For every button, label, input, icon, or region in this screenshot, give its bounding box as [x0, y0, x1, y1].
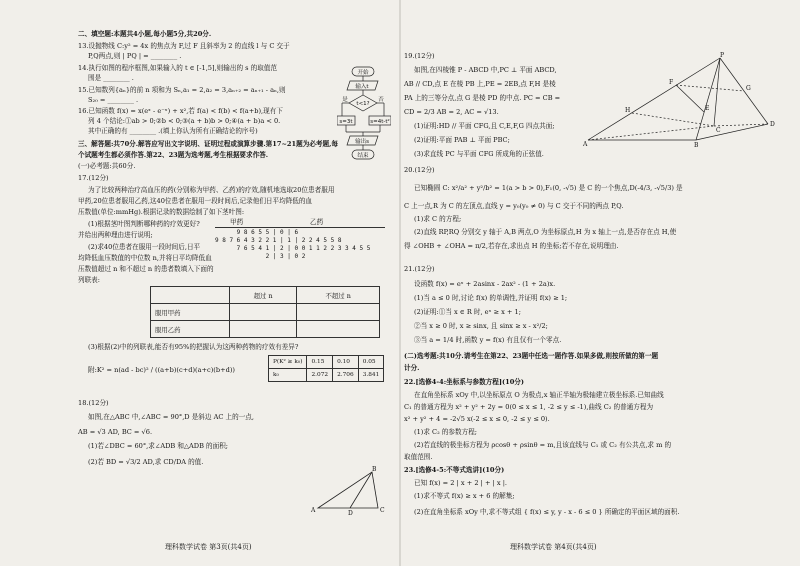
- flowchart-start-label: 开始: [357, 70, 369, 76]
- question-21-part-1: (1)当 a ≤ 0 时,讨论 f(x) 的单调性,并证明 f(x) ≥ 1;: [414, 294, 568, 302]
- required-questions-header: (一)必考题:共60分.: [78, 162, 136, 170]
- question-16-line-3: 其中正确的有 ________ .(填上你认为所有正确结论的序号): [88, 127, 258, 135]
- triangle-label-a: A: [311, 507, 316, 514]
- flowchart-output-label: 输出s: [355, 139, 369, 145]
- question-19-line-3: PA 上的三等分点,点 G 是棱 PD 的中点. PC = CB =: [404, 94, 561, 102]
- flowchart-yes-process-label: s=3t: [339, 119, 353, 125]
- contingency-header-over: 超过 n: [230, 287, 297, 304]
- question-22-part-1: (1)求 C₂ 的参数方程;: [414, 428, 478, 436]
- question-20-part-1: (1)求 C 的方程;: [414, 215, 462, 223]
- section-fill-blank-header: 二、填空题:本题共4小题,每小题5分,共20分.: [78, 30, 212, 38]
- stem-row-0: 9 8 6 5 5 | 0 | 6: [215, 229, 299, 236]
- flowchart-end-label: 结束: [357, 153, 369, 159]
- question-22-line-3: x² + y² + 4 = -2√5 x(-2 ≤ x ≤ 0, -2 ≤ y ≤ 0).: [404, 415, 550, 423]
- question-18-part-2: (2)若 BD = √3/2 AD,求 CD/DA 的值.: [88, 458, 204, 466]
- pyramid-label-p: P: [720, 52, 725, 59]
- triangle-diagram: [310, 466, 390, 516]
- flowchart-no-label: 否: [378, 97, 384, 103]
- question-19-line-4: CD = 2/3 AB = 2, AC = √13.: [404, 108, 499, 116]
- contingency-cell: [297, 321, 380, 338]
- question-20-part-2b: 得 ∠OHB + ∠OHA = π/2,若存在,求出点 H 的坐标;若不存在,说明理由.: [404, 242, 619, 250]
- stem-row-2: 7 6 5 4 1 | 2 | 0 0 1 1 2 2 3 3 4 5 5: [215, 245, 371, 252]
- question-21-title: 21.(12分): [404, 265, 435, 273]
- k-table-header: 0.05: [358, 356, 384, 369]
- stem-row-1: 9 8 7 6 4 3 2 2 1 | 1 | 2 2 4 5 5 8: [215, 237, 342, 244]
- question-17-title: 17.(12分): [78, 174, 109, 182]
- question-23-part-2: (2)在直角坐标系 xOy 中,求不等式组 { f(x) ≤ y, y - x - 6 ≤ 0 } 所确定的平面区域的面积.: [414, 508, 680, 516]
- question-17-line-3: 压数值(单位:mmHg).根据记录的数据绘制了如下茎叶图:: [78, 208, 245, 216]
- question-23-part-1: (1)求不等式 f(x) ≥ x + 6 的解集;: [414, 492, 515, 500]
- contingency-row-label: 服用乙药: [151, 321, 230, 338]
- contingency-cell: [297, 304, 380, 321]
- flowchart-diagram: [337, 66, 391, 170]
- elective-header-2: 计分.: [404, 364, 420, 372]
- pyramid-label-b: B: [694, 142, 699, 148]
- flowchart-no-process-label: s=4t-t²: [370, 119, 390, 125]
- elective-header-1: (二)选考题:共10分.请考生在第22、23题中任选一题作答.如果多做,则按所做的第一题: [404, 352, 659, 360]
- k-table-header-row: [269, 356, 384, 369]
- question-20-line-2: C 上一点,R 为 C 的左顶点,直线 y = y₀(y₀ ≠ 0) 与 C 交于不同的两点 P,Q.: [404, 202, 624, 210]
- question-17-part-2d: 列联表:: [78, 276, 101, 284]
- question-18-part-1: (1)若∠DBC = 60°,求∠ADB 和△ADB 的面积;: [88, 442, 229, 450]
- left-page-footer: 理科数学试卷 第3页(共4页): [165, 543, 252, 551]
- contingency-cell: [230, 304, 297, 321]
- k-table-value-row: [269, 369, 384, 382]
- contingency-row-label: 服用甲药: [151, 304, 230, 321]
- contingency-header-blank: [151, 287, 230, 304]
- stem-header-rule: [215, 227, 385, 228]
- question-17-part-3: (3)根据(2)中的列联表,能否有95%的把握认为这两种药物的疗效有差异?: [88, 343, 299, 351]
- stem-header-drug-a: 甲药: [230, 218, 244, 226]
- question-23-line-1: 已知 f(x) = 2 | x + 2 | + | x |.: [414, 479, 508, 487]
- question-21-line-1: 设函数 f(x) = eˣ + 2asinx - 2ax² - (1 + 2a)x.: [414, 280, 556, 288]
- k-table-header: 0.15: [307, 356, 333, 369]
- question-21-part-2c: ③当 a = 1/4 时,函数 y = f(x) 有且仅有一个零点.: [414, 336, 562, 344]
- question-17-part-2c: 压数值超过 n 和不超过 n 的患者数填入下面的: [78, 265, 214, 273]
- question-14-line-2: 围是 ________ .: [88, 74, 134, 82]
- triangle-label-b: B: [372, 466, 377, 473]
- question-23-title: 23.[选修4-5:不等式选讲](10分): [404, 466, 505, 474]
- question-13-line-2: P,Q两点,则 | PQ | = ________ .: [88, 52, 182, 60]
- stem-row-3: 2 | 3 | 0 2: [215, 253, 306, 260]
- section-answer-header-2: 个试题考生都必须作答.第22、23题为选考题,考生根据要求作答.: [78, 151, 269, 159]
- question-21-part-2a: (2)证明:①当 x ∈ R 时, eˣ ≥ x + 1;: [414, 308, 521, 316]
- question-19-title: 19.(12分): [404, 52, 435, 60]
- k-table-value: 2.072: [307, 369, 333, 382]
- triangle-label-c: C: [380, 507, 385, 514]
- question-20-line-1: 已知椭圆 C: x²/a² + y²/b² = 1(a > b > 0),F₁(0, -√5) 是 C 的一个焦点,D(-4/3, -√5/3) 是: [414, 184, 683, 192]
- question-19-line-2: AB // CD,点 E 在棱 PB 上,PE = 2EB,点 F,H 是棱: [404, 80, 556, 88]
- question-22-line-2: C₁ 的普通方程为 x² + y² + 2y = 0(0 ≤ x ≤ 1, -2 ≤ y ≤ -1),曲线 C₂ 的普通方程为: [404, 403, 654, 411]
- question-18-title: 18.(12分): [78, 399, 109, 407]
- pyramid-label-g: G: [746, 85, 751, 92]
- question-16-line-2: 列 4 个结论:①ab > 0;②b < 0;③(a + b)b > 0;④(a + b)a < 0.: [88, 117, 281, 125]
- question-15-line-1: 15.已知数列{aₙ}的前 n 项和为 Sₙ,a₁ = 2,a₂ = 3,aₙ₊₂ = aₙ₊₁ - aₙ,则: [78, 86, 286, 94]
- question-19-line-1: 如图,在四棱锥 P - ABCD 中,PC ⊥ 平面 ABCD,: [414, 66, 557, 74]
- flowchart-input-label: 输入t: [355, 84, 369, 90]
- question-22-title: 22.[选修4-4:坐标系与参数方程](10分): [404, 378, 525, 386]
- contingency-row-drug-b: [151, 321, 380, 338]
- question-14-line-1: 14.执行如图的程序框图,如果输入的 t ∈ [-1,5],则输出的 s 的取值范: [78, 64, 277, 72]
- k-table-value: k₀: [269, 369, 307, 382]
- question-17-line-2: 甲药,20位患者服用乙药,这40位患者在服用一段时间后,记录他们日平均降低的血: [78, 197, 313, 205]
- question-17-part-1b: 并给出两种理由进行说明;: [78, 231, 153, 239]
- question-18-line-2: AB = √3 AD, BC = √6.: [78, 428, 153, 436]
- k-table-header: 0.10: [333, 356, 359, 369]
- pyramid-label-a: A: [583, 141, 588, 148]
- question-22-part-2b: 取值范围.: [404, 453, 433, 461]
- question-22-line-1: 在直角坐标系 xOy 中,以坐标原点 O 为极点,x 轴正半轴为极轴建立极坐标系.已知曲线: [414, 391, 664, 399]
- flowchart-decision-label: t<1?: [356, 101, 370, 107]
- section-answer-header-1: 三、解答题:共70分.解答应写出文字说明、证明过程或演算步骤.第17~21题为必考题,每: [78, 140, 338, 148]
- pyramid-label-d: D: [770, 121, 775, 128]
- contingency-header-not-over: 不超过 n: [297, 287, 380, 304]
- question-20-part-2a: (2)直线 RP,RQ 分别交 y 轴于 A,B 两点,O 为坐标原点,H 为 x 轴上一点,是否存在点 H,使: [414, 228, 677, 236]
- k-table-value: 3.841: [358, 369, 384, 382]
- question-13-line-1: 13.设抛物线 C:y² = 4x 的焦点为 F,过 F 且斜率为 2 的直线 l 与 C 交于: [78, 42, 290, 50]
- contingency-table: [150, 286, 380, 338]
- question-19-part-3: (3)求直线 PC 与平面 CFG 所成角的正弦值.: [414, 150, 544, 158]
- question-17-line-1: 为了比较两种治疗高血压的药(分别称为甲药、乙药)的疗效,随机地选取20位患者服用: [88, 186, 335, 194]
- stem-header-drug-b: 乙药: [310, 218, 324, 226]
- question-17-part-1: (1)根据茎叶图判断哪种药的疗效更好?: [88, 220, 200, 228]
- question-21-part-2b: ②当 x ≥ 0 时, x ≥ sinx, 且 sinx ≥ x - x²/2;: [414, 322, 548, 330]
- right-page-footer: 理科数学试卷 第4页(共4页): [510, 543, 597, 551]
- contingency-header-row: [151, 287, 380, 304]
- question-16-line-1: 16.已知函数 f(x) = x(eˣ - e⁻ˣ) + x²,若 f(a) < f(b) < f(a+b),现有下: [78, 107, 283, 115]
- k-table-value: 2.706: [333, 369, 359, 382]
- question-19-part-1: (1)证明:HD // 平面 CFG,且 C,E,F,G 四点共面;: [414, 122, 555, 130]
- flowchart-yes-label: 是: [342, 97, 348, 103]
- pyramid-label-c: C: [716, 127, 721, 134]
- question-19-part-2: (2)证明:平面 PAB ⊥ 平面 PBC;: [414, 136, 510, 144]
- question-15-line-2: S₂₀ = ________ .: [88, 96, 139, 104]
- question-22-part-2a: (2)若直线的极坐标方程为 ρcosθ + ρsinθ = m,且该直线与 C₁ 或 C₂ 有公共点,求 m 的: [414, 441, 672, 449]
- question-20-title: 20.(12分): [404, 166, 435, 174]
- pyramid-label-h: H: [625, 107, 631, 114]
- pyramid-label-f: F: [669, 79, 674, 86]
- k-squared-formula: 附:K² = n(ad - bc)² / ((a+b)(c+d)(a+c)(b+d)): [88, 366, 235, 374]
- question-17-part-2a: (2)求40位患者在服用一段时间后,日平: [88, 243, 201, 251]
- k-critical-table: [268, 355, 384, 382]
- pyramid-diagram: [582, 52, 782, 148]
- triangle-label-d: D: [348, 510, 353, 516]
- pyramid-label-e: E: [705, 105, 710, 112]
- question-18-line-1: 如图,在△ABC 中,∠ABC = 90°,D 是斜边 AC 上的一点,: [88, 413, 254, 421]
- k-table-header: P(K² ≥ k₀): [269, 356, 307, 369]
- contingency-cell: [230, 321, 297, 338]
- question-17-part-2b: 均降低血压数值的中位数 n,并将日平均降低血: [78, 254, 212, 262]
- contingency-row-drug-a: [151, 304, 380, 321]
- right-page: [400, 0, 800, 566]
